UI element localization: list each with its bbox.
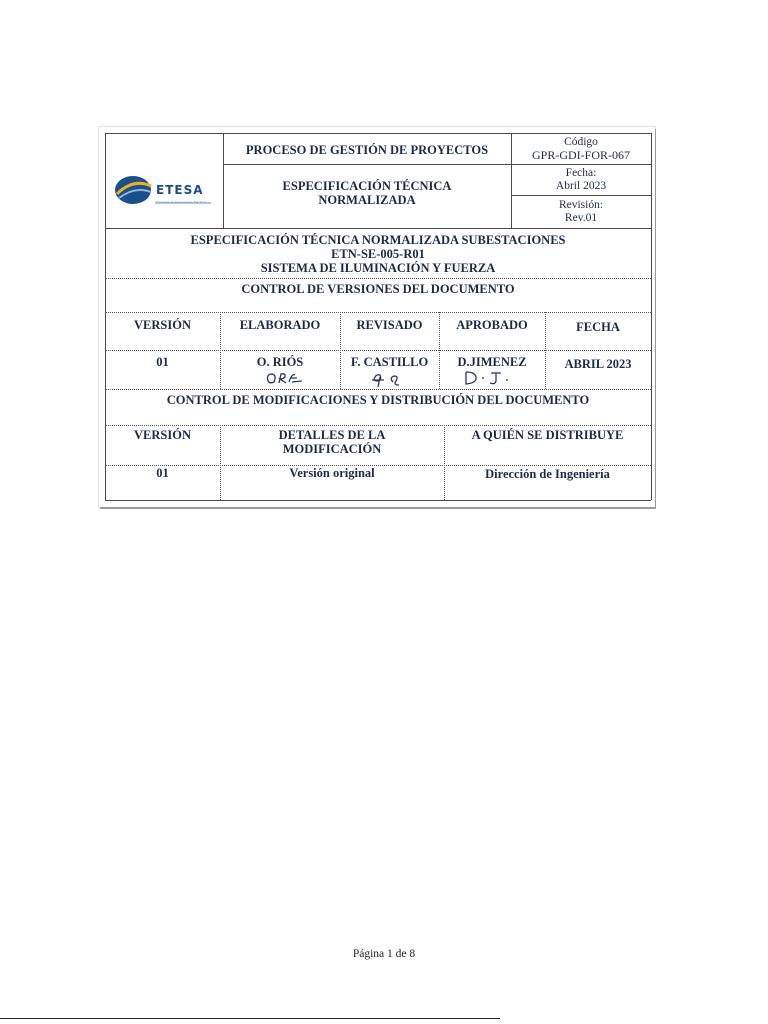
page-number: Página 1 de 8 xyxy=(352,948,416,960)
versions-row-fecha: ABRIL 2023 xyxy=(564,357,632,371)
modifications-row-version: 01 xyxy=(156,466,169,480)
modifications-col-version: VERSIÓN xyxy=(134,428,191,442)
versions-col-aprobado: APROBADO xyxy=(456,318,528,332)
code-label: Código xyxy=(564,136,598,148)
title-line1: ESPECIFICACIÓN TÉCNICA NORMALIZADA SUBESTACIONES xyxy=(190,233,566,247)
versions-col-revisado: REVISADO xyxy=(356,318,423,332)
code-cell xyxy=(511,134,651,164)
document-table xyxy=(99,127,655,507)
signature-aprobado-icon xyxy=(461,369,513,387)
date-cell xyxy=(511,165,651,195)
document-type xyxy=(223,173,511,213)
logo-text: ETESA xyxy=(156,183,204,197)
details-line1: DETALLES DE LA xyxy=(278,428,386,442)
versions-col-elaborado: ELABORADO xyxy=(239,318,321,332)
versions-row-aprobado: D.JIMENEZ xyxy=(457,355,527,369)
versions-row-version: 01 xyxy=(156,355,169,369)
versions-col-fecha: FECHA xyxy=(576,320,620,334)
versions-col-version: VERSIÓN xyxy=(134,318,191,332)
title-line2: ETN-SE-005-R01 xyxy=(331,247,425,261)
signature-revisado-icon xyxy=(369,371,409,389)
modifications-row-details: Versión original xyxy=(289,466,375,480)
footer-divider xyxy=(0,1018,500,1019)
versions-heading: CONTROL DE VERSIONES DEL DOCUMENTO xyxy=(241,282,515,296)
title-line3: SISTEMA DE ILUMINACIÓN Y FUERZA xyxy=(260,261,496,275)
code-value: GPR-GDI-FOR-067 xyxy=(531,148,630,162)
modifications-col-details xyxy=(220,427,444,457)
date-value: Abril 2023 xyxy=(555,180,607,192)
modifications-col-distribution: A QUIÉN SE DISTRIBUYE xyxy=(471,428,624,442)
logo-tagline: Empresa de Transmisión Eléctrica xyxy=(156,200,207,204)
details-line2: MODIFICACIÓN xyxy=(282,442,382,456)
process-title: PROCESO DE GESTIÓN DE PROYECTOS xyxy=(245,142,489,157)
modifications-heading: CONTROL DE MODIFICACIONES Y DISTRIBUCIÓN DEL DOCUMENTO xyxy=(166,393,590,407)
revision-value: Rev.01 xyxy=(564,212,598,224)
document-type-line1: ESPECIFICACIÓN TÉCNICA xyxy=(282,179,452,193)
date-label: Fecha: xyxy=(565,167,597,179)
versions-row-elaborado: O. RIÓS xyxy=(256,355,304,369)
document-title xyxy=(105,230,651,278)
signature-elaborado-icon xyxy=(264,369,308,387)
revision-label: Revisión: xyxy=(558,199,604,211)
modifications-row-distribution: Dirección de Ingeniería xyxy=(485,467,610,481)
versions-row-revisado: F. CASTILLO xyxy=(350,355,429,369)
revision-cell xyxy=(511,196,651,228)
document-type-line2: NORMALIZADA xyxy=(318,193,416,207)
